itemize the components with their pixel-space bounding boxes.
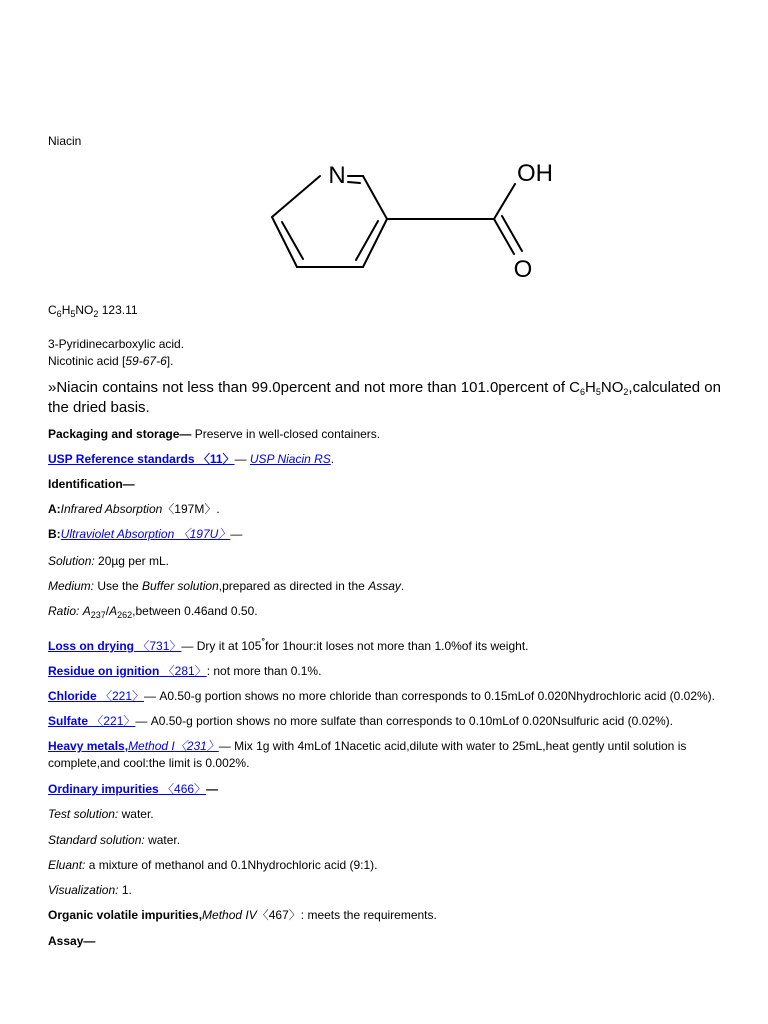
assay-heading: Assay—: [48, 934, 96, 948]
method-i-link[interactable]: Method I〈231〉: [128, 739, 219, 753]
bond: [363, 176, 387, 219]
atom-n: N: [328, 162, 346, 189]
synonym: Nicotinic acid [59-67-6].: [48, 354, 174, 368]
visualization: Visualization: 1.: [48, 883, 132, 897]
uv-absorption-link[interactable]: Ultraviolet Absorption 〈197U〉: [60, 527, 231, 541]
standard-solution: Standard solution: water.: [48, 833, 181, 847]
heavy-metals: Heavy metals,Method I〈231〉— Mix 1g with 4mLof 1Nacetic acid,dilute with water to 25mL,heat gently until solution is complete,and cool:the limit is 0.002%.: [48, 739, 687, 770]
reference-standards: USP Reference standards 〈11〉— USP Niacin RS.: [48, 452, 335, 466]
chloride: Chloride 〈221〉— A0.50-g portion shows no more chloride than corresponds to 0.15mLof 0.020Nhydrochloric acid (0.02%).: [48, 689, 716, 703]
cas-number: 59-67-6: [125, 354, 167, 368]
bond: [272, 176, 320, 217]
bond: [356, 221, 378, 260]
monograph-title: Niacin: [48, 134, 82, 148]
molecular-weight: 123.11: [101, 303, 138, 317]
reference-standards-link[interactable]: USP Reference standards 〈11〉: [48, 452, 235, 466]
identification-a: A:Infrared Absorption〈197M〉.: [48, 502, 220, 516]
chemical-name: 3-Pyridinecarboxylic acid.: [48, 337, 185, 351]
medium-line: Medium: Use the Buffer solution,prepared as directed in the Assay.: [48, 579, 405, 593]
loss-on-drying-link[interactable]: Loss on drying 〈731〉: [48, 639, 182, 653]
packaging-storage: Packaging and storage— Preserve in well-closed containers.: [48, 427, 381, 441]
definition: »Niacin contains not less than 99.0percent and not more than 101.0percent of $C_6H_5NO_2,calculated$ on the dried basis.: [48, 379, 721, 416]
eluant: Eluant: a mixture of methanol and 0.1Nhydrochloric acid (9:1).: [48, 858, 378, 872]
identification-heading: Identification—: [48, 477, 135, 491]
bond: [282, 222, 303, 259]
atom-oh: OH: [517, 160, 553, 187]
niacin-structure-diagram: [266, 156, 566, 286]
loss-on-drying: Loss on drying 〈731〉— Dry it at 105°for 1hour:it loses not more than 1.0%of its weight.: [48, 636, 529, 653]
atom-o: O: [513, 256, 533, 283]
sulfate: Sulfate 〈221〉— A0.50-g portion shows no more sulfate than corresponds to 0.10mLof 0.020Nsulfuric acid (0.02%).: [48, 714, 673, 728]
bond: [494, 219, 514, 254]
test-solution: Test solution: water.: [48, 807, 154, 821]
ordinary-impurities: Ordinary impurities 〈466〉—: [48, 782, 219, 796]
sulfate-link[interactable]: Sulfate 〈221〉: [48, 714, 136, 728]
niacin-rs-link[interactable]: USP Niacin RS: [249, 452, 331, 466]
bond: [494, 184, 515, 219]
molecular-formula: $C_6H_5NO_2$ 123.11: [48, 303, 138, 319]
ordinary-impurities-link[interactable]: Ordinary impurities 〈466〉: [48, 782, 207, 796]
solution-line: Solution: 20µg per mL.: [48, 554, 169, 568]
bond: [502, 216, 522, 251]
identification-b: B:Ultraviolet Absorption 〈197U〉—: [48, 527, 243, 541]
chloride-link[interactable]: Chloride 〈221〉: [48, 689, 145, 703]
heavy-metals-link[interactable]: Heavy metals,: [48, 739, 129, 753]
residue-on-ignition-link[interactable]: Residue on ignition 〈281〉: [48, 664, 207, 678]
residue-on-ignition: Residue on ignition 〈281〉: not more than 0.1%.: [48, 664, 322, 678]
organic-volatile-impurities: Organic volatile impurities,Method IV〈467〉: meets the requirements.: [48, 908, 437, 922]
bond: [348, 182, 360, 183]
ratio-line: Ratio: $A_{237}/A_{262},between$ 0.46and 0.50.: [48, 604, 258, 620]
